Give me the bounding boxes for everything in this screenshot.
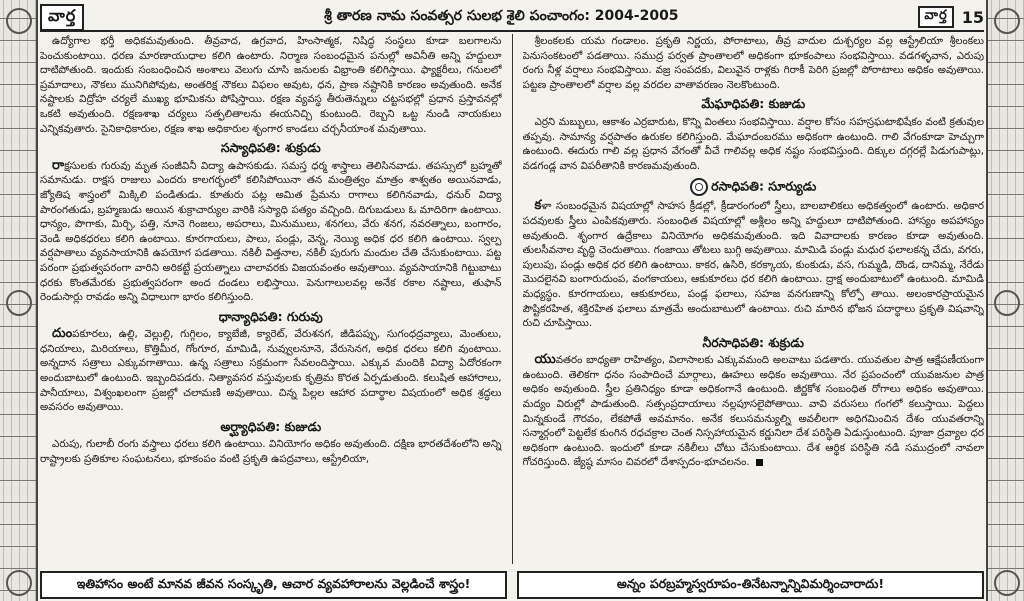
decorative-border-right [986,0,1024,601]
intro-paragraph: ఉద్యోగాల భర్తీ అధికమవుతుంది. తీవ్రవాద, ఉగ్రవాద, హింసాత్మక, నిషిద్ధ సంస్థలు కూడా బలగాలను పెంచుకుంటాయి. ధరణ మారణాయుధాల కలిగి ఉంటారు. నిర్మాణ సంబంధమైన పనుల్లో అవినీతి అన్ని హద్దులూ దాటిపోతుంది. ఇందుకు సంబంధించిన అంశాలు వెలుగు చూసి జనులకు విభ్రాంతి కలిగిస్తాయి. ఫ్యాక్టరీలు, గనులలో ప్రమాదాలు, నౌకలు మునిగిపోవుట, అంతరిక్ష నౌకలు విఫలం అవుట, ధన, ప్రాణ నష్టానికి కారణం అవుతుంది. అనేక నష్టాలకు విద్రోహ చర్యలే ముఖ్య భూమికను పోషిస్తాయి. రక్షణ వ్యవస్థ తీరుతెన్నులు చట్టసభల్లో ప్రధాన ప్రస్తావనల్లో ఒకటి అవుతుంది. రక్షణశాఖ చర్యలు సత్ఫలితాలను ఈయనిచ్చి కుంటుంది. రెబ్బని ఒట్ట నుండి నాయకులు ఎన్నికవుతారు. సైనికాధికారుల, రక్షణ శాఖ అధికారుల శృంగార కాండలు చర్చనీయాంశ మవుతాయి. [40,35,502,135]
footer-slogan-right: అన్నం పరబ్రహ్మస్వరూపం-తినేటన్నాన్నివిమర్శించారాదు! [517,571,984,599]
end-of-article-mark [756,459,763,466]
right-column [523,34,985,564]
section-heading-text: రసాధిపతి: సూర్యుడు [711,178,817,194]
ornament-icon [6,290,32,316]
publication-logo-left: వార్త [40,4,84,31]
ornament-icon [994,8,1020,34]
page-title: శ్రీ తారణ నామ సంవత్సర సులభ శైలి పంచాంగం: 2004-2005 [324,7,679,24]
page-number: 15 [961,7,984,27]
section-paragraph [523,353,985,470]
ornament-icon [994,570,1020,596]
ornament-icon [6,8,32,34]
decorative-border-left [0,0,38,601]
section-text: ఎరుపు, గులాబీ రంగు వస్త్రాలు ధరలు కలిగి ఉంటాయి. వినియోగం అధికం అవుతుంది. దక్షిణ భారతదేశంలోని అన్ని రాష్ట్రాలకు ప్రతికూల సంఘటనలు, భూకంపం వంటి ప్రకృతి ఉపద్రవాలు, ఆస్ట్రేలియా, [40,438,502,466]
section-paragraph [40,327,502,415]
column-divider [512,34,513,564]
left-column [40,34,502,564]
section-paragraph [523,199,985,330]
section-heading: మేఘాధిపతి: కుజుడు [701,96,806,112]
section-heading: నీరసాధిపతి: శుక్రుడు [702,334,805,350]
dropcap: దుం [52,326,73,342]
section-heading: ధాన్యాధిపతి: గురువు [218,308,323,324]
dropcap: క [534,198,542,214]
footer-slogan-left: ఇతిహాసం అంటే మానవ జీవన సంస్కృతి, ఆచార వ్యవహారాలను వెల్లడించే శాస్త్రం! [40,571,507,599]
section-text: ళా సంబంధమైన విషయాల్లో సాహస క్రీడల్లో, క్రీడారంగంలో స్త్రీలు, బాలబాలికలు అధికత్వంలో ఉంటారు. అధికార పదవులకు స్త్రీలు ఎంపికవుతారు. సంబంధిత విషయాల్లో అశ్లీలం అన్ని హద్దులూ దాటిపోతుంది. హాస్యం అపహాస్యం అవుతుంది. శృంగార ఉద్రేకాలు వినియోగం అధికమవుతుంది. ఇది వివాదాలకు కారణం కూడా అవుతుంది. తులసీవనాల వృద్ధి చెందుతాయి. గంజాయి తోటలు బుగ్గి అవుతాయి. మామిడి పండ్లు మధుర ఫలాలకన్న చేదు, వగరు, పులుపు, పండ్లు అధిక ధర కలిగి ఉంటాయి. కాకర, ఉసిరి, కరక్కాయ, కుంకుడు, వస, గుమ్మడి, దొండ, దానిమ్మ, నేరేడు మొదలైనవి బంగారుదుంప, వంగకాయలు, ఆకుకూరలు ధర కలిగి ఉంటాయి. ద్రాక్ష అందుబాటులో ఉంటుంది. మామిడి మధ్యస్థం. కూరగాయలు, ఆకుకూరలు, పండ్ల ఫలాలు, సహజ వనగుణాన్ని కోల్పో తాయి. అలంకారప్రాయమైన పౌష్టికరహిత, శక్తిరహిత ఫలాలు మాత్రమే అందుబాటులో ఉంటాయి. రుచి మారిన భోజన పదార్థాలు ప్రకృతి విషవాన్ని రుచి చూపిస్తాయి. [522,200,984,330]
dropcap: యు [534,352,556,368]
page-footer [40,571,984,599]
section-paragraph [40,159,502,305]
section-paragraph [40,437,502,466]
section-paragraph [523,115,985,173]
section-text: పకూరలు, ఉల్లి, వెల్లుల్లి, గుగ్గిలం, క్యాబేజీ, క్యారెట్, వేరుశనగ, జీడిపప్పు, సుగంధద్రవ్యాలు, మెంతులు, ధనియాలు, మిరియాలు, కొత్తిమీర, గోంగూర, మామిడి, నువ్వులనూనె, వేరుసెనగ, అధిక ధరలు కలిగి వుంటాయి. అన్నదాన సత్రాలు ఎక్కువగాతాయి. ఉన్న సత్రాలు సక్రమంగా సేవలందిస్తాయి. ఎక్కువ మందికి విద్యా ఏదోరకంగా అందుబాటులో ఉంటుంది. ఇబ్బందిపడరు. నిత్యావసర వస్తువులకు కృత్రిమ కొరత ఏర్పడుతుంది. కలుషిత ఆహారాలు, పానీయాలు, విశ్వంఖలంగా ప్రజల్లో చలామణి అవుతాయి. చిన్న పిల్లల ఆహార పదార్థాల విషయంలో అధిక శ్రద్ధలు అవసరం అవుతాయి. [40,328,502,414]
intro-paragraph: శ్రీలంకలకు యమ గండాలం. ప్రకృతి నిర్ణయ, పోరాటాలు, తీవ్ర వాదుల దుశ్చర్యల వల్ల ఆస్ట్రేలియా శ్రీలంకలు పెనుసంకటంలో పడతాయి. సముద్ర పర్వత ప్రాంతాలలో అధికంగా భూకంపాలు సంభవిస్తాయి. వడగళ్ళవాన, ఎరుపు రంగు నీళ్ల వర్షాలు సంభవిస్తాయి. వజ్ర సంపదకు, విలువైన రాళ్లకు గిరాకీ పెరిగి ప్రజల్లో పోరాటాలు అధికం అవుతాయి. పట్టణ ప్రాంతాలలో వర్షాల వల్ల వరదల వాతావరణం నెలకొంటుంది. [522,35,984,91]
dropcap: రా [52,157,65,173]
globe-icon [690,178,708,196]
section-text: ఎర్రని మబ్బులు, ఆకాశం ఎర్రబారుట, కొన్ని వింతలు సంభవిస్తాయి. వర్షాల కోసం సహస్రఘటాభిషేకం వంటి క్రతువుల తప్పవు. సామాన్య వర్షపాతం ఉరుకల కలిగిస్తుంది. మేఘాదంబరము అధికంగా ఉంటుంది. గాలి వేగంకూడా హెచ్చుగా ఉంటుంది. ఈదురు గాలి వల్ల ప్రధాన వేగంతో వీచే గాలివల్ల అధిక నష్టం సంభవిస్తుంది. దిక్కుల దగ్గరల్లే పిడుగుపాట్లు, వడగండ్ల వాన విపరీతానికి కారణమవుతుంది. [522,115,984,172]
section-heading: అర్ఘ్యాధిపతి: కుజుడు [220,418,322,434]
ornament-icon [6,570,32,596]
section-text: వతరం బాధ్యతా రాహిత్యం, విలాసాలకు ఎక్కువమంది అలవాటు పడతారు. యువతుల పాత్ర ఆక్షేపణీయంగా ఉంటుంది. తెలికగా ధనం సంపాదించే మార్గాలు, ఊహలు అధికం అవుతాయి. నేర ప్రపంచంలో యువజనుల పాత్ర అధికం అవుతుంది. స్త్రీల ప్రతినిధ్యం కూడా అధికంగానే ఉంటుంది. జీర్ణకోశ సంబంధిత రోగాలు అధికం అవుతాయి. మద్యం విరుల్లో పాడుతుంది. సత్సంప్రదాయాలు నల్లపూసలైపోతాయి. వావి వరుసలు గంగలో కలుస్తాయి. పెద్దలు మిన్నకుండే గౌరవం, లేకపోతే అవమానం. అనేక కలుసమన్యుల్ని అవలీలగా అధిగమించిన దేశం యువతరాన్ని సన్మార్గంలో పెట్టలేక కుంగిన రధచక్రాల చెంత నిస్సహాయమైన కర్ణునిలా దేశ పరిస్థితి ఏడుస్తుంటుంది. పూజా ద్రవ్యాల ధర అధికంగా ఉంటుంది. ఇందులో కూడా నకిలీలు చోటు చేసుకుంటాయి. దేశ ఆర్థిక పరిస్థితి నడి సముద్రంలో నావలా గోచరిస్తుంది. జ్యేష్ఠ మాసం చివరలో దేశాస్పదం-భూచలనం. [522,354,984,469]
publication-logo-right: వార్త [918,6,953,28]
article-columns [40,34,984,564]
section-heading: సస్యాధిపతి: శుక్రుడు [220,140,321,156]
ornament-icon [994,290,1020,316]
page-header [40,4,984,32]
section-text: క్షసులకు గురువు మృత సంజీవినీ విద్యా ఉపాసకుడు. సమస్త ధర్మ శాస్త్రాలు తెలిసినవాడు. తపస్సులో బ్రహ్మతో సమానుడు. రాక్షస రాజులు ఎందరు కాలగర్భంలో కలిసిపోయినా తన మంత్రిత్వం మాత్రం శాశ్వతం అయినవాడు, జ్యోతిష శాస్త్రంలో మిక్కిలి పండితుడు. కూతురు పట్ల అమిత ప్రేమను రాగాలు కలిగినవాడు, ధనుర్ విద్యా పారంగతుడు, బ్రహ్మణుడు అయిన శుక్రాచార్యుల వారికి సస్యాధి పత్యం వచ్చింది. దిగుబడులు ఓ మాదిరిగా ఉంటాయి. ధాన్యం, పొగాకు, మిర్చి, పత్తి, నూనె గింజలు, అపరాలు, మినుములు, శనగలు, వేరు శనగ, నవరత్నాలు, బంగారం, వెండి అధికధరలు కలిగి ఉంటాయి. కూరగాయలు, పాలు, పండ్లు, వెన్న, నెయ్యి అధిక ధర కలిగి ఉంటాయి. స్వల్ప వర్షపాతాలు వ్యవసాయానికి ఉపయోగ పడతాయి. నకిలీ విత్తనాల, నకిలీ పురుగు మందుల చేతి చేసుకుంటాయి. పట్ట పరంగా ప్రభుత్వపరంగా వారిని అరికట్టే ప్రయత్నాలు చాలావరకు విజయవంతం అవుతాయి. వ్యవసాయానికి గిట్టుబాటు ధరకు కొంతమేరకు ప్రభుత్వపరంగా అంద దండలు లభిస్తాయి. పెనుగాలులవల్ల అనేక రకాల నష్టాలు, తుఫాన్ రెండుసార్లు రావడం అన్ని విధాలుగా భారం కలిగిస్తుంది. [40,159,502,304]
section-heading-with-icon [523,178,985,196]
